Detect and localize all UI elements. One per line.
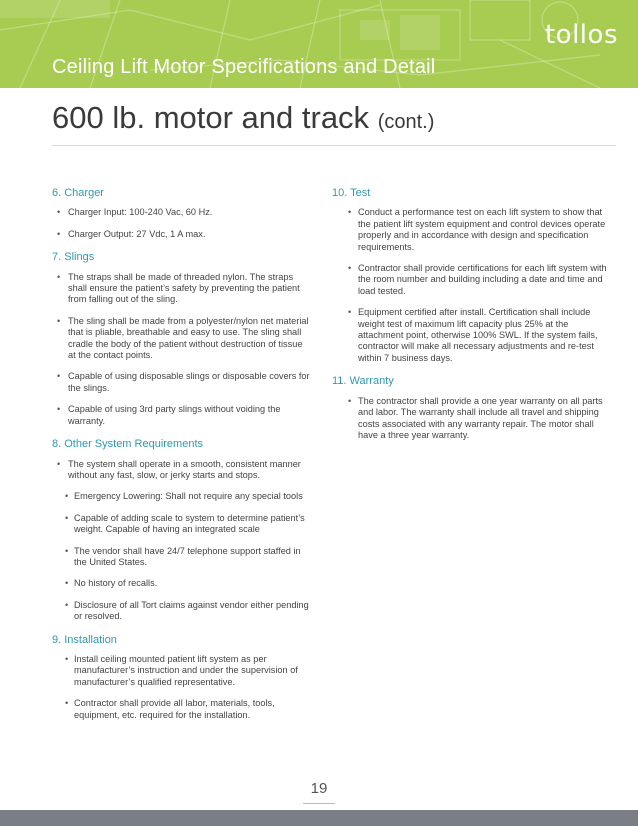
section-title: 7. Slings	[52, 251, 95, 264]
page-number-underline	[303, 803, 335, 804]
tollos-logo: tollos	[544, 20, 618, 50]
list-item: • The straps shall be made of threaded nylon. The straps shall ensure the patient’s safety by preventing the patient from falling out of the sling.	[52, 272, 310, 306]
list-item: • Equipment certified after install. Certification shall include weight test of maximum lift capacity plus 25% at the attachment point, otherwise 100% SWL. If the system fails, contractor will make all necessary adjustments and re-test within 7 business days.	[332, 307, 614, 364]
section-installation	[52, 635, 310, 721]
list-item: • No history of recalls.	[52, 578, 310, 589]
right-column	[332, 188, 614, 453]
page-title-main: 600 lb. motor and track	[52, 100, 370, 135]
section-title: 9. Installation	[52, 633, 117, 646]
section-title: 10. Test	[332, 187, 371, 199]
page-number: 19	[310, 780, 328, 797]
section-title: 6. Charger	[52, 187, 104, 199]
list-item: • The system shall operate in a smooth, consistent manner without any fast, slow, or jerky starts and stops.	[52, 459, 310, 482]
list-item: • Capable of using disposable slings or disposable covers for the slings.	[52, 371, 310, 394]
list-item: • Capable of using 3rd party slings without voiding the warranty.	[52, 404, 310, 427]
list-item: • Contractor shall provide all labor, materials, tools, equipment, etc. required for the installation.	[52, 698, 310, 721]
title-divider	[52, 145, 616, 146]
list-item: • Disclosure of all Tort claims against vendor either pending or resolved.	[52, 600, 310, 623]
header-banner	[0, 0, 638, 88]
section-title: 11. Warranty	[332, 375, 394, 388]
list-item: • Emergency Lowering: Shall not require any special tools	[52, 491, 310, 502]
list-item: • The contractor shall provide a one year warranty on all parts and labor. The warranty shall include all travel and shipping costs associated with any warranty repair. The motor shall have a three year warranty.	[332, 396, 614, 442]
banner-title: Ceiling Lift Motor Specifications and Detail	[52, 56, 436, 78]
list-item: • Charger Output: 27 Vdc, 1 A max.	[52, 229, 310, 240]
list-item: • Install ceiling mounted patient lift system as per manufacturer’s instruction and under the supervision of manufacturer’s qualified representative.	[52, 654, 310, 688]
section-title: 8. Other System Requirements	[52, 438, 204, 451]
list-item: • Charger Input: 100-240 Vac, 60 Hz.	[52, 207, 310, 218]
section-test	[332, 188, 614, 364]
list-item: • The sling shall be made from a polyester/nylon net material that is pliable, breathable and easy to use. The sling shall cradle the body of the patient without destruction of tissue at the contact points.	[52, 316, 310, 362]
list-item: • Capable of adding scale to system to determine patient’s weight. Capable of having an integrated scale	[52, 513, 310, 536]
list-item: • The vendor shall have 24/7 telephone support staffed in the United States.	[52, 546, 310, 569]
section-charger	[52, 188, 310, 240]
section-warranty	[332, 376, 614, 441]
section-other-requirements	[52, 439, 310, 622]
page-title-suffix: (cont.)	[377, 111, 435, 133]
page-title	[52, 100, 434, 136]
left-column	[52, 188, 310, 733]
section-slings	[52, 252, 310, 427]
footer-bar	[0, 810, 638, 826]
list-item: • Conduct a performance test on each lift system to show that the patient lift system equipment and control devices operate properly and in accordance with design and specification requirements.	[332, 207, 614, 253]
list-item: • Contractor shall provide certifications for each lift system with the room number and building including a date and time and load tested.	[332, 263, 614, 297]
